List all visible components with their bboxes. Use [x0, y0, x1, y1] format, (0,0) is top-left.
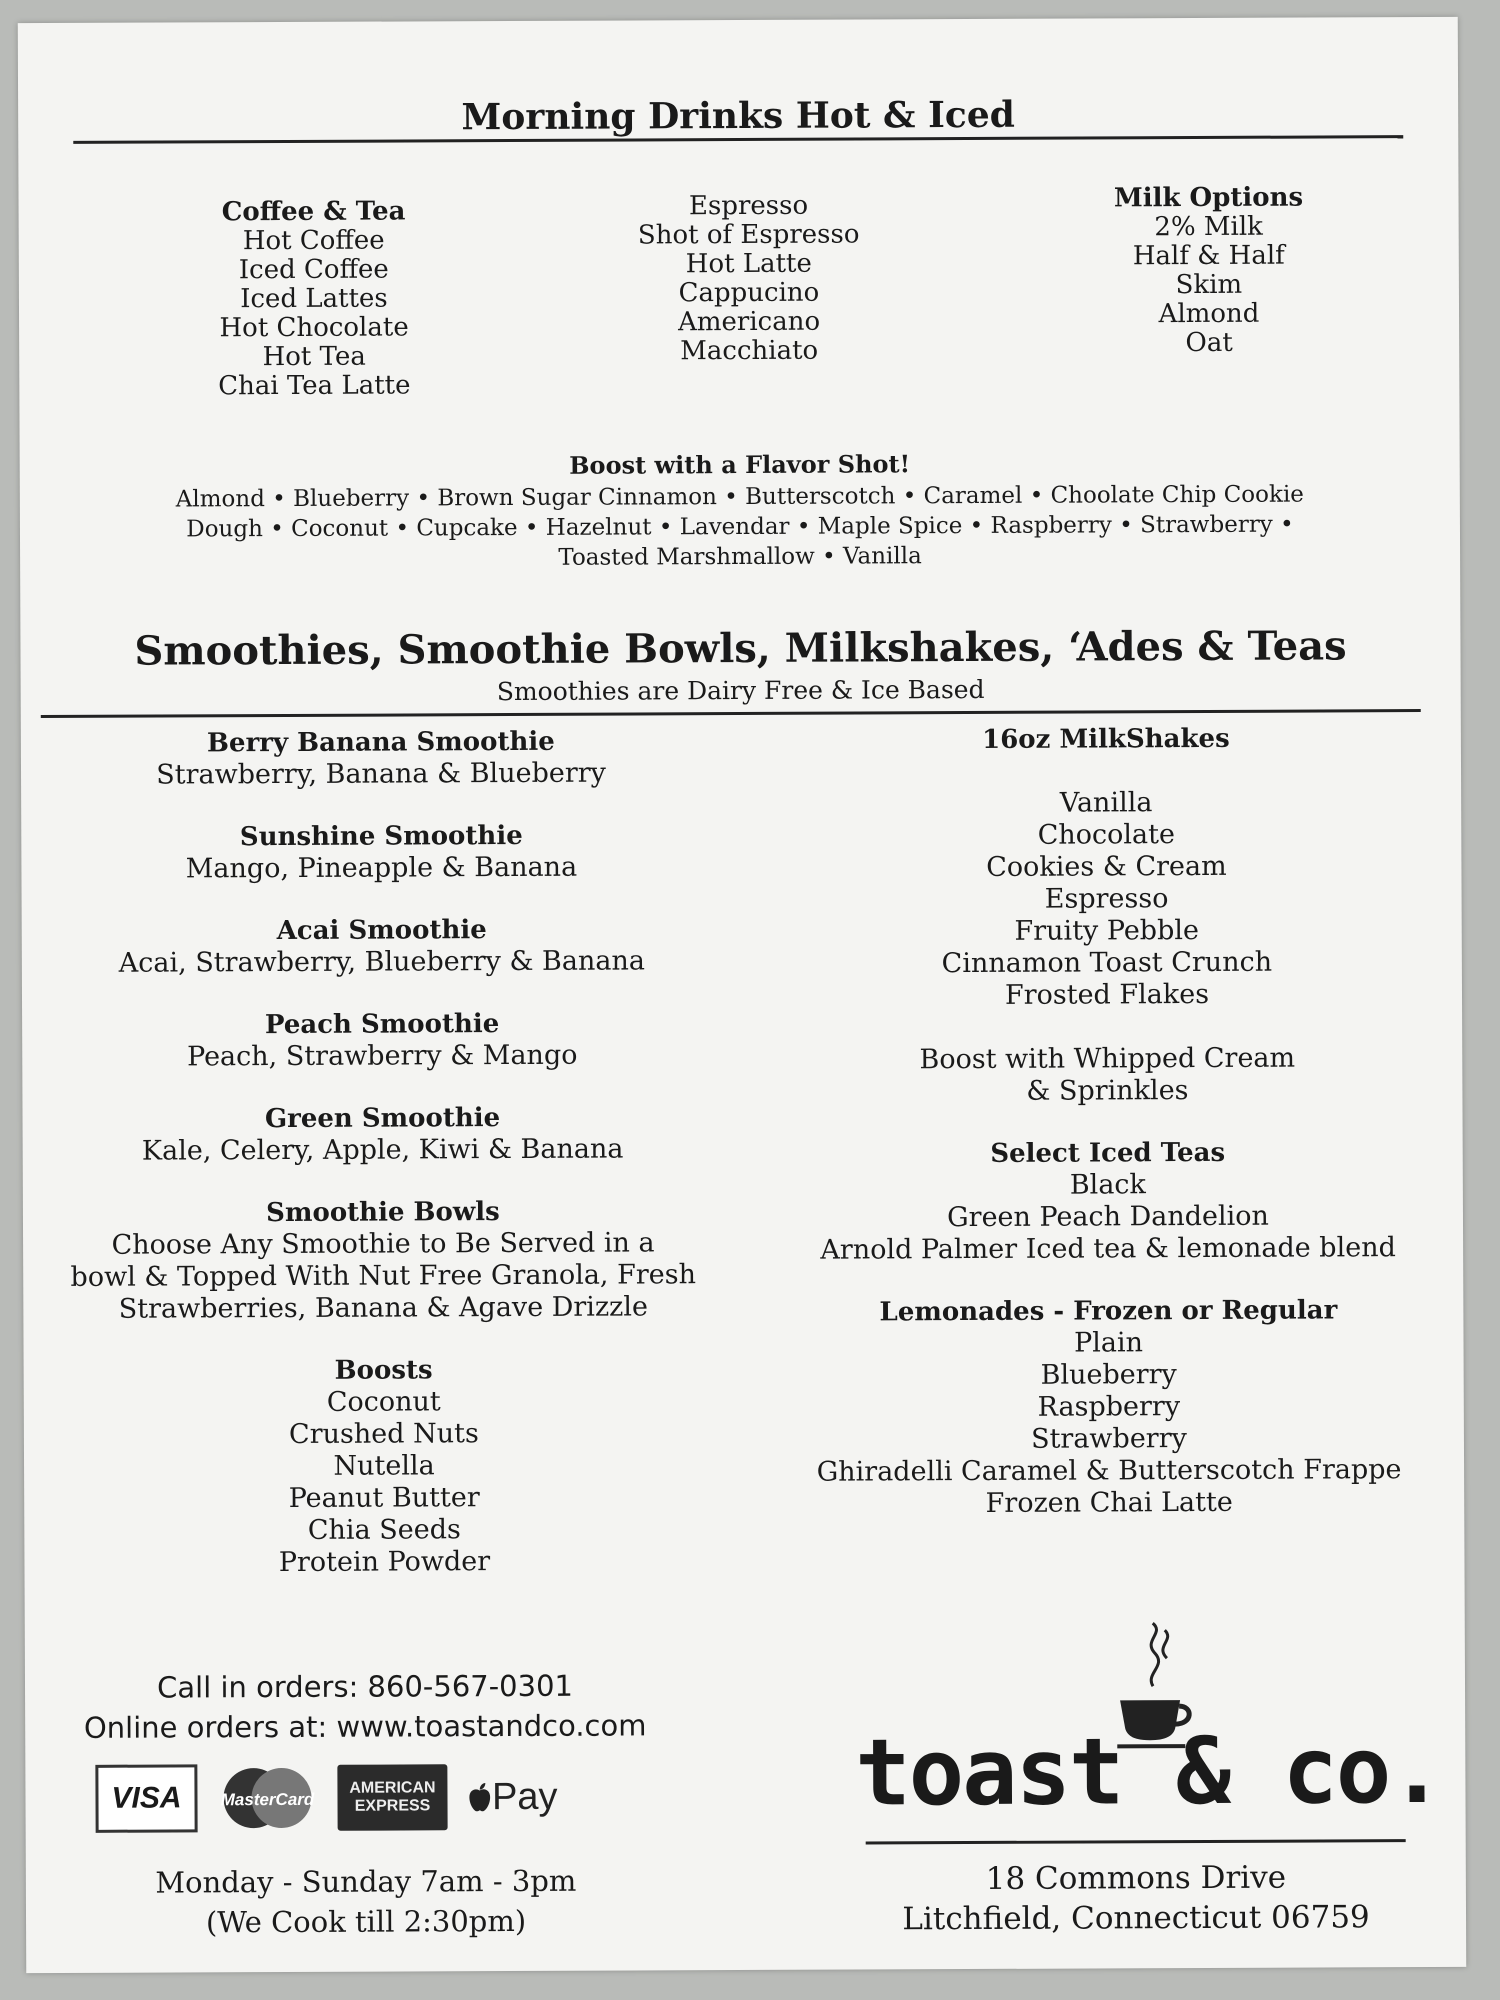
smoothies-left-column — [21, 725, 745, 1610]
menu-item: Hot Coffee — [242, 225, 385, 257]
smoothies-title: Smoothies, Smoothie Bowls, Milkshakes, ‘Ades & Teas — [134, 622, 1347, 675]
online-orders-link[interactable]: Online orders at: www.toastandco.com — [83, 1708, 647, 1745]
mastercard-logo — [217, 1765, 317, 1831]
brand-logo: toast & co. — [855, 1716, 1443, 1827]
section-line: Acai, Strawberry, Blueberry & Banana — [118, 945, 645, 979]
flavor-line: Toasted Marshmallow • Vanilla — [558, 543, 922, 571]
visa-logo: VISA — [95, 1764, 197, 1832]
menu-item: Chai Tea Latte — [218, 370, 411, 402]
section-heading: Acai Smoothie — [276, 915, 487, 947]
menu-section — [21, 819, 741, 886]
payment-methods — [95, 1763, 557, 1833]
menu-item: Skim — [1175, 269, 1243, 301]
menu-item: 2% Milk — [1154, 211, 1263, 243]
menu-section — [761, 722, 1453, 1109]
menu-section — [22, 1101, 742, 1168]
section-heading: Berry Banana Smoothie — [206, 726, 555, 759]
section-line: bowl & Topped With Nut Free Granola, Fresh — [70, 1259, 696, 1293]
address — [846, 1857, 1426, 1940]
smoothies-subtitle: Smoothies are Dairy Free & Ice Based — [496, 674, 985, 707]
section-line: Coconut — [326, 1386, 441, 1418]
section-line: Blueberry — [1040, 1359, 1177, 1391]
espresso-column — [588, 191, 909, 366]
milk-options-heading: Milk Options — [1113, 182, 1304, 214]
flavor-line: Dough • Coconut • Cupcake • Hazelnut • Lavendar • Maple Spice • Raspberry • Strawberry • — [186, 511, 1294, 543]
section-line: Nutella — [333, 1450, 435, 1482]
section-line: Arnold Palmer Iced tea & lemonade blend — [820, 1232, 1396, 1266]
flavor-shot-heading: Boost with a Flavor Shot! — [569, 449, 911, 480]
menu-section — [23, 1195, 744, 1326]
amex-logo — [337, 1764, 447, 1830]
section-heading: Smoothie Bowls — [266, 1197, 500, 1229]
section-line: Frozen Chai Latte — [985, 1486, 1233, 1519]
divider — [866, 1839, 1406, 1844]
address-line: 18 Commons Drive — [985, 1859, 1287, 1897]
amex-label: EXPRESS — [354, 1797, 431, 1815]
section-heading: Green Smoothie — [264, 1103, 501, 1135]
menu-section — [21, 725, 741, 792]
section-line: Black — [1069, 1169, 1146, 1201]
menu-page — [18, 17, 1466, 1973]
cook-time-line: (We Cook till 2:30pm) — [205, 1903, 527, 1940]
menu-item: Hot Tea — [262, 341, 366, 373]
menu-item: Half & Half — [1132, 240, 1285, 272]
section-heading: Lemonades - Frozen or Regular — [879, 1295, 1338, 1328]
menu-section — [22, 1007, 742, 1074]
menu-item: Hot Chocolate — [219, 312, 409, 344]
section-heading: Select Iced Teas — [990, 1137, 1226, 1169]
section-line: Raspberry — [1037, 1391, 1181, 1423]
menu-item: Shot of Espresso — [637, 219, 860, 251]
hours-line: Monday - Sunday 7am - 3pm — [155, 1863, 577, 1900]
section-line: Chia Seeds — [307, 1514, 461, 1546]
section-line: Ghiradelli Caramel & Butterscotch Frappe — [816, 1454, 1402, 1488]
section-heading: Boosts — [334, 1355, 433, 1386]
section-line: Choose Any Smoothie to Be Served in a — [111, 1227, 655, 1261]
menu-item: Americano — [677, 306, 821, 338]
section-line: Strawberries, Banana & Agave Drizzle — [118, 1291, 649, 1325]
section-line: Boost with Whipped Cream — [919, 1042, 1296, 1076]
contact-info — [25, 1665, 705, 1748]
menu-item: Macchiato — [680, 335, 819, 367]
section-line: Peanut Butter — [288, 1482, 480, 1514]
menu-section — [763, 1294, 1454, 1521]
section-line: Cinnamon Toast Crunch — [941, 946, 1273, 980]
section-line: Peach, Strawberry & Mango — [187, 1039, 578, 1073]
menu-item: Iced Lattes — [240, 283, 388, 315]
coffee-tea-column — [164, 197, 465, 401]
section-line — [762, 1010, 1452, 1045]
smoothies-right-column — [761, 722, 1455, 1551]
section-line: Espresso — [1044, 883, 1169, 915]
section-line: Kale, Celery, Apple, Kiwi & Banana — [141, 1133, 624, 1167]
section-heading: Sunshine Smoothie — [239, 820, 523, 853]
section-line: Protein Powder — [278, 1546, 491, 1579]
section-line: Vanilla — [1059, 787, 1153, 819]
menu-item: Almond — [1158, 298, 1260, 330]
apple-pay-logo — [467, 1764, 557, 1830]
mastercard-label: MasterCard — [220, 1789, 315, 1810]
section-line: Crushed Nuts — [288, 1418, 479, 1450]
section-line: Plain — [1073, 1327, 1144, 1359]
section-line: Fruity Pebble — [1014, 915, 1200, 947]
section-line: Cookies & Cream — [986, 850, 1227, 883]
apple-pay-label: Pay — [491, 1775, 558, 1818]
call-in-orders: Call in orders: 860-567-0301 — [157, 1668, 574, 1705]
menu-section — [22, 913, 742, 980]
menu-item: Cappucino — [678, 277, 820, 309]
section-line: Strawberry, Banana & Blueberry — [156, 757, 606, 791]
section-line: Green Peach Dandelion — [946, 1200, 1269, 1234]
menu-item: Oat — [1185, 327, 1233, 359]
menu-item: Iced Coffee — [238, 254, 389, 286]
opening-hours — [26, 1860, 706, 1943]
section-line: Mango, Pineapple & Banana — [185, 851, 578, 885]
amex-label: AMERICAN — [349, 1779, 436, 1797]
coffee-tea-heading: Coffee & Tea — [221, 196, 406, 228]
section-line: Strawberry — [1030, 1423, 1187, 1455]
milk-options-column — [1068, 183, 1349, 358]
section-heading: Peach Smoothie — [264, 1009, 500, 1041]
menu-section — [763, 1136, 1454, 1267]
section-line: & Sprinkles — [1026, 1075, 1189, 1107]
menu-item: Hot Latte — [685, 248, 812, 280]
divider — [41, 709, 1421, 718]
flavor-shot-list — [90, 479, 1390, 575]
apple-icon — [467, 1781, 492, 1813]
menu-section — [24, 1353, 745, 1580]
section-heading: 16oz MilkShakes — [982, 723, 1230, 755]
menu-item: Espresso — [688, 190, 809, 222]
flavor-line: Almond • Blueberry • Brown Sugar Cinnamon • Butterscotch • Caramel • Choolate Chip Cookie — [175, 481, 1304, 513]
section-line: Frosted Flakes — [1004, 978, 1210, 1011]
section-line — [761, 754, 1451, 789]
address-line: Litchfield, Connecticut 06759 — [902, 1899, 1370, 1938]
section-line: Chocolate — [1037, 819, 1175, 851]
morning-drinks-title: Morning Drinks Hot & Iced — [461, 93, 1015, 139]
